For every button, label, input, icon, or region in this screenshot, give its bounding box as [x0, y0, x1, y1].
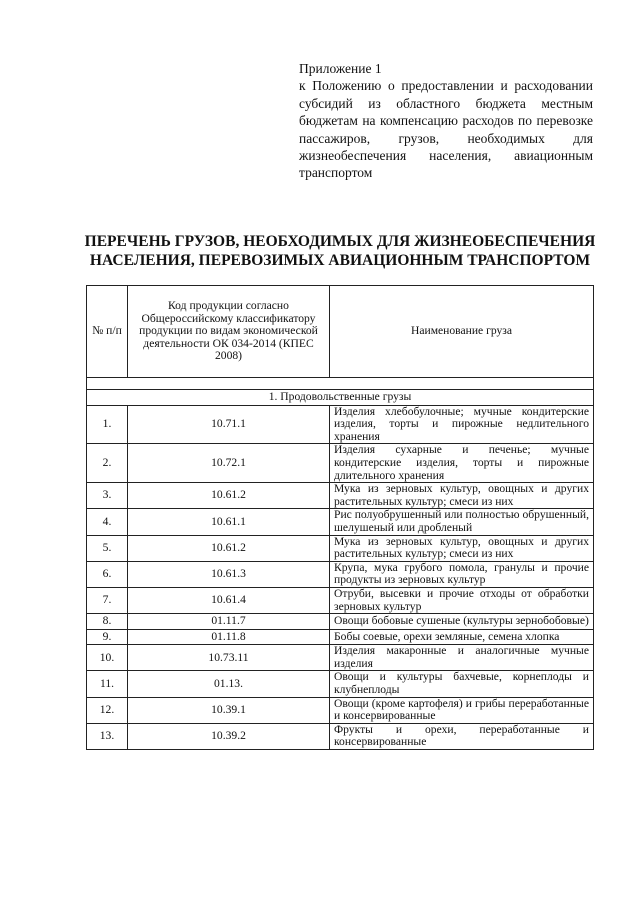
- row-code: 10.61.2: [128, 483, 330, 509]
- row-number: 12.: [87, 697, 128, 723]
- row-code: 10.61.4: [128, 587, 330, 613]
- row-name: Крупа, мука грубого помола, гранулы и прочие продукты из зерновых культур: [330, 561, 594, 587]
- document-title-line-1: ПЕРЕЧЕНЬ ГРУЗОВ, НЕОБХОДИМЫХ ДЛЯ ЖИЗНЕОБЕСПЕЧЕНИЯ: [84, 233, 596, 250]
- table-row: [87, 509, 594, 535]
- row-name: Мука из зерновых культур, овощных и других растительных культур; смеси из них: [330, 535, 594, 561]
- row-name: Отруби, высевки и прочие отходы от обработки зерновых культур: [330, 587, 594, 613]
- row-number: 4.: [87, 509, 128, 535]
- row-code: 01.11.7: [128, 614, 330, 630]
- header-num: № п/п: [87, 286, 128, 378]
- row-number: 10.: [87, 645, 128, 671]
- cargo-table: [86, 285, 594, 750]
- row-code: 10.61.3: [128, 561, 330, 587]
- row-code: 10.39.2: [128, 723, 330, 749]
- row-code: 10.61.2: [128, 535, 330, 561]
- row-name: Овощи и культуры бахчевые, корнеплоды и клубнеплоды: [330, 671, 594, 697]
- row-name: Овощи бобовые сушеные (культуры зернобобовые): [330, 614, 594, 630]
- row-name: Овощи (кроме картофеля) и грибы переработанные и консервированные: [330, 697, 594, 723]
- table-row: [87, 723, 594, 749]
- row-code: 10.61.1: [128, 509, 330, 535]
- section-row: [87, 390, 594, 406]
- row-number: 11.: [87, 671, 128, 697]
- row-code: 01.13.: [128, 671, 330, 697]
- header-row: [87, 286, 594, 378]
- annex-header: [299, 60, 593, 182]
- row-code: 10.72.1: [128, 444, 330, 483]
- row-name: Изделия хлебобулочные; мучные кондитерские изделия, торты и пирожные недлительного хранения: [330, 405, 594, 444]
- row-number: 8.: [87, 614, 128, 630]
- table-row: [87, 483, 594, 509]
- row-name: Изделия макаронные и аналогичные мучные изделия: [330, 645, 594, 671]
- annex-title: Приложение 1: [299, 61, 382, 76]
- row-code: 10.71.1: [128, 405, 330, 444]
- annex-body: к Положению о предоставлении и расходовании субсидий из областного бюджета местным бюджетам на компенсацию расходов по перевозке пассажиров, грузов, необходимых для жизнеобеспечения населения, авиационным транспортом: [299, 78, 593, 181]
- table-row: [87, 671, 594, 697]
- table-row: [87, 405, 594, 444]
- table-row: [87, 629, 594, 645]
- row-number: 1.: [87, 405, 128, 444]
- header-name: Наименование груза: [330, 286, 594, 378]
- row-number: 7.: [87, 587, 128, 613]
- row-number: 3.: [87, 483, 128, 509]
- row-number: 2.: [87, 444, 128, 483]
- table-row: [87, 614, 594, 630]
- row-number: 6.: [87, 561, 128, 587]
- section-title: 1. Продовольственные грузы: [87, 390, 594, 406]
- table-row: [87, 697, 594, 723]
- table-row: [87, 444, 594, 483]
- row-code: 10.39.1: [128, 697, 330, 723]
- row-number: 5.: [87, 535, 128, 561]
- row-name: Фрукты и орехи, переработанные и консервированные: [330, 723, 594, 749]
- row-code: 01.11.8: [128, 629, 330, 645]
- row-number: 13.: [87, 723, 128, 749]
- row-number: 9.: [87, 629, 128, 645]
- row-name: Рис полуобрушенный или полностью обрушенный, шелушеный или дробленый: [330, 509, 594, 535]
- table-row: [87, 535, 594, 561]
- document-title-line-2: НАСЕЛЕНИЯ, ПЕРЕВОЗИМЫХ АВИАЦИОННЫМ ТРАНСПОРТОМ: [89, 252, 591, 269]
- table-row: [87, 645, 594, 671]
- row-name: Мука из зерновых культур, овощных и других растительных культур; смеси из них: [330, 483, 594, 509]
- row-name: Бобы соевые, орехи земляные, семена хлопка: [330, 629, 594, 645]
- spacer-row: [87, 378, 594, 390]
- table-row: [87, 561, 594, 587]
- header-code: Код продукции согласно Общероссийскому классификатору продукции по видам экономической деятельности ОК 034-2014 (КПЕС 2008): [128, 286, 330, 378]
- row-code: 10.73.11: [128, 645, 330, 671]
- document-title: [60, 232, 620, 270]
- table-row: [87, 587, 594, 613]
- row-name: Изделия сухарные и печенье; мучные кондитерские изделия, торты и пирожные длительного хранения: [330, 444, 594, 483]
